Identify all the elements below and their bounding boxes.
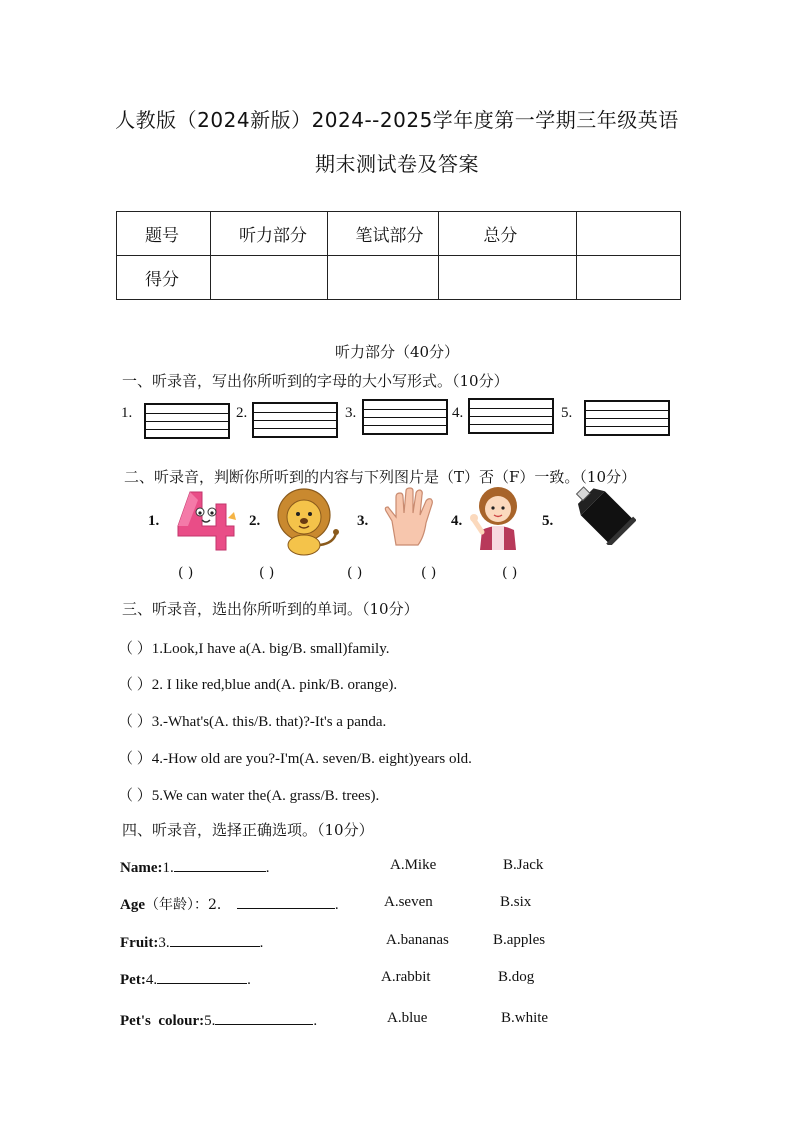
section2-number: 4. bbox=[451, 513, 463, 529]
answer-paren-2[interactable]: ( ) bbox=[259, 565, 275, 581]
section2-number: 3. bbox=[357, 513, 369, 529]
question-row bbox=[118, 784, 379, 805]
question-text: 3.-What's(A. this/B. that)?-It's a panda. bbox=[151, 714, 387, 730]
letter-writing-lines-5[interactable] bbox=[584, 400, 670, 436]
question-row bbox=[118, 710, 386, 731]
score-cell-total: 总分 bbox=[439, 212, 576, 256]
field-number: 1. bbox=[162, 860, 174, 876]
field-label: Age bbox=[120, 897, 145, 913]
info-row-pet: Pet:4. . bbox=[120, 969, 251, 989]
question-text: 4.-How old are you?-I'm(A. seven/B. eight)years old. bbox=[151, 751, 472, 767]
lion-picture-icon bbox=[270, 487, 342, 561]
score-cell-extra-value[interactable] bbox=[576, 256, 680, 300]
question-text: 2. I like red,blue and(A. pink/B. orange). bbox=[151, 677, 398, 693]
paint-tube-picture-icon bbox=[568, 477, 636, 549]
answer-paren-3[interactable]: ( ) bbox=[347, 565, 363, 581]
answer-paren[interactable]: （ ） bbox=[118, 714, 152, 730]
info-row-age: Age（年龄）：2． . bbox=[120, 894, 339, 914]
info-row-name: Name:1. . bbox=[120, 857, 269, 877]
option-b: B.six bbox=[500, 894, 532, 910]
section1-number: 1. bbox=[121, 405, 133, 421]
section3-heading: 三、听录音，选出你所听到的单词。（10分） bbox=[122, 600, 419, 618]
question-text: 1.Look,I have a(A. big/B. small)family. bbox=[151, 641, 390, 657]
score-cell-question-no: 题号 bbox=[117, 212, 211, 256]
option-a: A.bananas bbox=[386, 932, 449, 948]
section2-heading: 二、听录音，判断你所听到的内容与下列图片是（T）否（F）一致。（10分） bbox=[124, 468, 637, 486]
option-b: B.apples bbox=[493, 932, 546, 948]
answer-paren-1[interactable]: ( ) bbox=[178, 565, 194, 581]
question-row bbox=[118, 673, 397, 694]
score-cell-listening: 听力部分 bbox=[210, 212, 327, 256]
section2-number: 5. bbox=[542, 513, 554, 529]
document-title-line-2: 期末测试卷及答案 bbox=[315, 152, 479, 176]
score-cell-empty bbox=[576, 212, 680, 256]
option-a: A.rabbit bbox=[381, 969, 431, 985]
letter-writing-lines-3[interactable] bbox=[362, 399, 448, 435]
hand-picture-icon bbox=[382, 487, 440, 553]
field-note: （年龄）：2． bbox=[145, 897, 231, 913]
section1-number: 4. bbox=[452, 405, 464, 421]
field-number: 3. bbox=[158, 935, 170, 951]
answer-paren[interactable]: （ ） bbox=[118, 751, 152, 767]
document-title-line-1: 人教版（2024新版）2024--2025学年度第一学期三年级英语 bbox=[115, 108, 679, 132]
section1-number: 3. bbox=[345, 405, 357, 421]
score-table-header-row bbox=[117, 212, 681, 256]
letter-writing-lines-1[interactable] bbox=[144, 403, 230, 439]
option-a: A.blue bbox=[387, 1010, 428, 1026]
answer-paren-5[interactable]: ( ) bbox=[502, 565, 518, 581]
section2-number: 1. bbox=[148, 513, 160, 529]
section2-number: 2. bbox=[249, 513, 261, 529]
option-a: A.Mike bbox=[390, 857, 437, 873]
question-text: 5.We can water the(A. grass/B. trees). bbox=[151, 788, 380, 804]
score-table-score-row bbox=[117, 256, 681, 300]
score-cell-listening-value[interactable] bbox=[210, 256, 327, 300]
answer-blank[interactable] bbox=[157, 969, 247, 984]
question-row bbox=[118, 637, 390, 658]
info-row-pet-colour: Pet's colour:5. . bbox=[120, 1010, 317, 1030]
score-table bbox=[116, 211, 681, 300]
option-a: A.seven bbox=[384, 894, 433, 910]
score-cell-total-value[interactable] bbox=[439, 256, 576, 300]
option-b: B.dog bbox=[498, 969, 535, 985]
letter-writing-lines-2[interactable] bbox=[252, 402, 338, 438]
field-label: Pet's colour: bbox=[120, 1013, 205, 1029]
listening-section-heading: 听力部分（40分） bbox=[334, 343, 460, 361]
option-b: B.Jack bbox=[503, 857, 544, 873]
section4-heading: 四、听录音，选择正确选项。（10分） bbox=[122, 821, 374, 839]
score-cell-writing-value[interactable] bbox=[327, 256, 439, 300]
field-number: 5. bbox=[204, 1013, 216, 1029]
answer-paren[interactable]: （ ） bbox=[118, 641, 152, 657]
answer-paren[interactable]: （ ） bbox=[118, 788, 152, 804]
field-number: 4. bbox=[145, 972, 158, 988]
field-label: Name: bbox=[120, 860, 163, 876]
section1-heading: 一、听录音，写出你所听到的字母的大小写形式。（10分） bbox=[122, 372, 509, 390]
letter-writing-lines-4[interactable] bbox=[468, 398, 554, 434]
answer-blank[interactable] bbox=[215, 1010, 313, 1025]
field-label: Fruit: bbox=[120, 935, 159, 951]
number-four-picture-icon bbox=[172, 490, 238, 558]
score-cell-writing: 笔试部分 bbox=[327, 212, 439, 256]
question-row bbox=[118, 747, 472, 768]
info-row-fruit: Fruit:3. . bbox=[120, 932, 263, 952]
score-cell-score-label: 得分 bbox=[117, 256, 211, 300]
answer-paren[interactable]: （ ） bbox=[118, 677, 152, 693]
option-b: B.white bbox=[501, 1010, 549, 1026]
girl-waving-picture-icon bbox=[470, 484, 522, 554]
answer-paren-4[interactable]: ( ) bbox=[421, 565, 437, 581]
answer-blank[interactable] bbox=[174, 857, 266, 872]
field-label: Pet: bbox=[120, 972, 146, 988]
answer-blank[interactable] bbox=[170, 932, 260, 947]
section1-number: 5. bbox=[561, 405, 573, 421]
section1-number: 2. bbox=[236, 405, 248, 421]
answer-blank[interactable] bbox=[237, 894, 335, 909]
